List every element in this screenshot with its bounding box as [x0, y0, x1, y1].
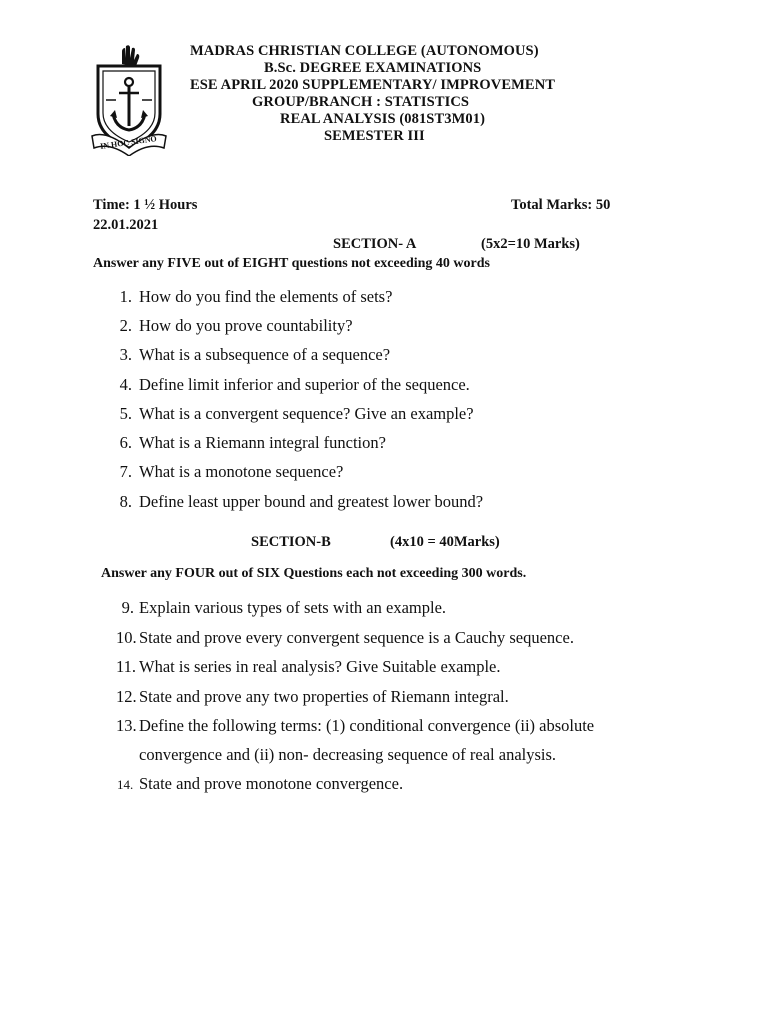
question-number: 4.: [119, 375, 132, 394]
section-a-marks: (5x2=10 Marks): [481, 236, 580, 252]
exam-duration: Time: 1 ½ Hours: [93, 197, 198, 213]
branch-line: GROUP/BRANCH : STATISTICS: [252, 94, 470, 110]
question-text: What is series in real analysis? Give Suitable example.: [139, 657, 501, 676]
semester-line: SEMESTER III: [324, 128, 425, 144]
question-text: Explain various types of sets with an example.: [139, 598, 447, 617]
question-text: How do you find the elements of sets?: [139, 287, 393, 306]
question-text: State and prove any two properties of Riemann integral.: [139, 687, 509, 706]
section-a-title: SECTION- A: [333, 236, 417, 252]
question-number: 14.: [117, 777, 134, 792]
question-number: 3.: [119, 345, 132, 364]
section-b-title: SECTION-B: [251, 534, 331, 550]
question-text: Define the following terms: (1) conditional convergence (ii) absolute: [139, 716, 595, 735]
question-number: 12.: [116, 687, 137, 706]
question-number: 2.: [119, 316, 132, 335]
question-number: 9.: [121, 598, 134, 617]
subject-line: REAL ANALYSIS (081ST3M01): [280, 111, 486, 127]
question-number: 7.: [119, 462, 132, 481]
question-number: 6.: [119, 433, 132, 452]
section-b-instruction: Answer any FOUR out of SIX Questions each not exceeding 300 words.: [101, 566, 527, 581]
question-text: State and prove every convergent sequence is a Cauchy sequence.: [139, 628, 574, 647]
question-number: 8.: [119, 492, 132, 511]
total-marks: Total Marks: 50: [511, 197, 611, 213]
question-number: 10.: [116, 628, 137, 647]
exam-line: ESE APRIL 2020 SUPPLEMENTARY/ IMPROVEMENT: [190, 77, 556, 93]
question-text: Define least upper bound and greatest lower bound?: [139, 492, 484, 511]
question-text: What is a subsequence of a sequence?: [139, 345, 391, 364]
degree-line: B.Sc. DEGREE EXAMINATIONS: [264, 60, 482, 76]
logo-motto: IN HOC SIGNO: [99, 134, 158, 151]
question-text: What is a monotone sequence?: [139, 462, 344, 481]
question-text: How do you prove countability?: [139, 316, 353, 335]
question-number: 11.: [116, 657, 137, 676]
question-text: Define limit inferior and superior of the sequence.: [139, 375, 470, 394]
question-text: What is a Riemann integral function?: [139, 433, 386, 452]
exam-date: 22.01.2021: [93, 217, 159, 233]
question-number: 5.: [119, 404, 132, 423]
section-a-instruction: Answer any FIVE out of EIGHT questions not exceeding 40 words: [93, 256, 490, 271]
question-number: 13.: [116, 716, 137, 735]
section-b-marks: (4x10 = 40Marks): [390, 534, 500, 550]
question-number: 1.: [119, 287, 132, 306]
college-name: MADRAS CHRISTIAN COLLEGE (AUTONOMOUS): [190, 43, 539, 59]
question-text-continuation: convergence and (ii) non- decreasing sequence of real analysis.: [139, 745, 557, 764]
question-text: State and prove monotone convergence.: [139, 774, 404, 793]
question-text: What is a convergent sequence? Give an example?: [139, 404, 474, 423]
